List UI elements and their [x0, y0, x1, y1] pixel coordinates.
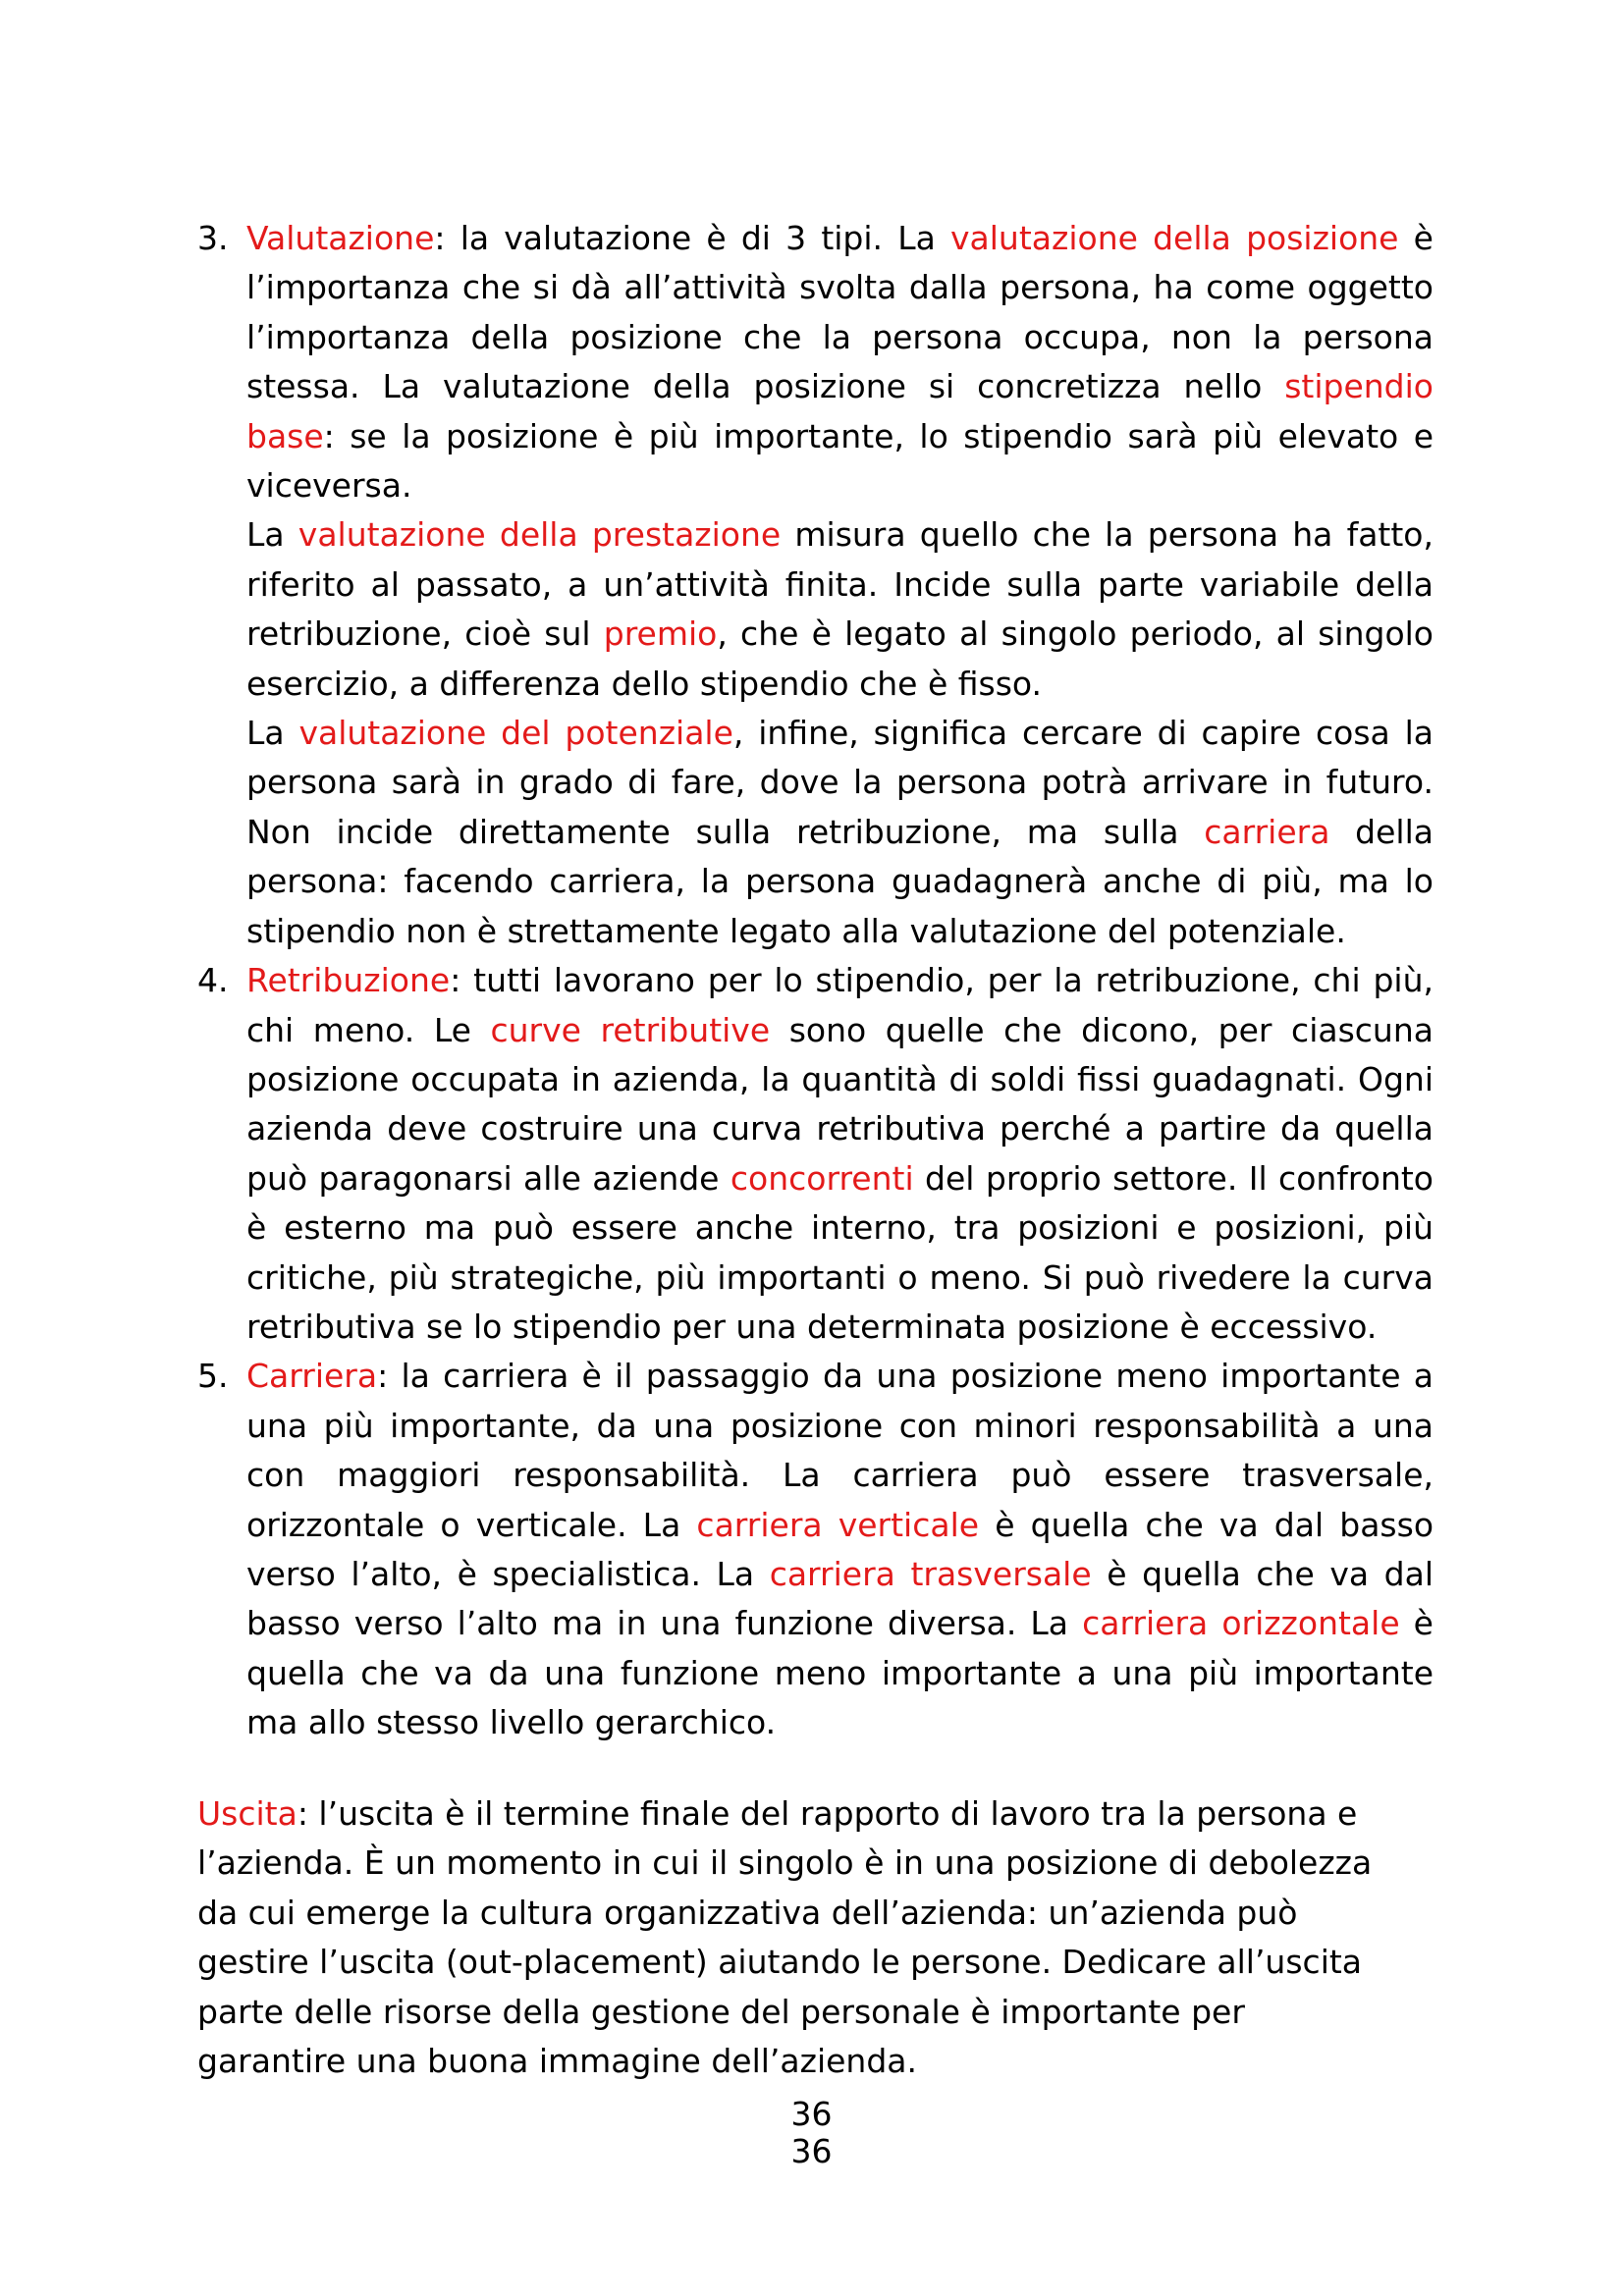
text-run: misura quello che la persona ha fatto, riferito al passato, a un’attività finita. Incide sulla parte variabile della retribuzione, cioè sul — [246, 515, 1434, 654]
text-run: : se la posizione è più importante, lo stipendio sarà più elevato e viceversa. — [246, 416, 1434, 506]
term-valutazione-posizione: valutazione della posizione — [950, 219, 1399, 257]
term-curve-retributive: curve retributive — [490, 1010, 771, 1049]
term-carriera-orizzontale: carriera orizzontale — [1082, 1604, 1400, 1643]
paragraph-carriera — [246, 1352, 1434, 1747]
text-run: è quella che va dal basso verso l’alto, è specialistica. La — [246, 1505, 1434, 1593]
list-item-carriera — [197, 1352, 1434, 1747]
text-run: del proprio settore. Il confronto è esterno ma può essere anche interno, tra posizioni e posizioni, più critiche, più strategiche, più importanti o meno. Si può rivedere la curva retributiva se lo stipendio per una determinata posizione è eccessivo. — [246, 1158, 1434, 1346]
term-uscita: Uscita — [197, 1794, 298, 1833]
text-run: della persona: facendo carriera, la persona guadagnerà anche di più, ma lo stipendio non è strettamente legato alla valutazione del potenziale. — [246, 812, 1434, 950]
numbered-list — [197, 214, 1434, 1748]
page-number-repeat: 36 — [790, 2132, 833, 2170]
text-run: è quella che va da una funzione meno importante a una più importante ma allo stesso livello gerarchico. — [246, 1604, 1434, 1742]
term-stipendio-base: stipendio base — [246, 367, 1434, 455]
text-run: , infine, significa cercare di capire cosa la persona sarà in grado di fare, dove la persona potrà arrivare in futuro. Non incide direttamente sulla retribuzione, ma sulla — [246, 714, 1434, 851]
term-carriera-heading: Carriera — [246, 1357, 378, 1396]
text-run: sono quelle che dicono, per ciascuna posizione occupata in azienda, la quantità di soldi fissi guadagnati. Ogni azienda deve costruire una curva retributiva perché a partire da quella può paragonarsi alle aziende — [246, 1010, 1434, 1198]
term-carriera: carriera — [1204, 812, 1330, 851]
list-marker: 3. — [197, 219, 229, 257]
paragraph-retribuzione — [246, 956, 1434, 1352]
term-concorrenti: concorrenti — [730, 1158, 914, 1198]
paragraph-uscita — [197, 1789, 1383, 2086]
list-item-retribuzione — [197, 956, 1434, 1352]
text-run: : la carriera è il passaggio da una posizione meno importante a una più importante, da una posizione con minori responsabilità a una con maggiori responsabilità. La carriera può essere trasversale, orizzontale o verticale. La — [246, 1357, 1434, 1544]
term-retribuzione: Retribuzione — [246, 961, 451, 1000]
text-run: : tutti lavorano per lo stipendio, per la retribuzione, chi più, chi meno. Le — [246, 961, 1434, 1049]
paragraph-valutazione-prestazione — [246, 510, 1434, 709]
text-run: : la valutazione è di 3 tipi. La — [434, 219, 951, 257]
list-item-valutazione — [197, 214, 1434, 956]
paragraph-valutazione-potenziale — [246, 709, 1434, 956]
list-marker: 5. — [197, 1357, 229, 1396]
text-run: La — [246, 714, 299, 753]
paragraph-valutazione-posizione — [246, 214, 1434, 510]
text-run: : l’uscita è il termine finale del rapporto di lavoro tra la persona e l’azienda. È un momento in cui il singolo è in una posizione di debolezza da cui emerge la cultura organizzativa dell’azienda: un’azienda può gestire l’uscita (out-placement) aiutando le persone. Dedicare all’uscita parte delle risorse della gestione del personale è importante per garantire una buona immagine dell’azienda. — [197, 1794, 1373, 2081]
text-run: , che è legato al singolo periodo, al singolo esercizio, a differenza dello stipendio che è fisso. — [246, 614, 1434, 703]
term-valutazione-prestazione: valutazione della prestazione — [298, 515, 782, 555]
term-premio: premio — [603, 614, 718, 654]
text-run: è quella che va dal basso verso l’alto ma in una funzione diversa. La — [246, 1554, 1434, 1643]
term-valutazione-potenziale: valutazione del potenziale — [298, 714, 733, 753]
text-run: è l’importanza che si dà all’attività svolta dalla persona, ha come oggetto l’importanza della posizione che la persona occupa, non la persona stessa. La valutazione della posizione si concretizza nello — [246, 219, 1434, 406]
term-carriera-trasversale: carriera trasversale — [769, 1554, 1092, 1593]
text-run: La — [246, 515, 298, 555]
term-valutazione: Valutazione — [246, 219, 435, 257]
page-number: 36 — [790, 2095, 833, 2133]
list-marker: 4. — [197, 961, 229, 1000]
term-carriera-verticale: carriera verticale — [696, 1505, 980, 1544]
